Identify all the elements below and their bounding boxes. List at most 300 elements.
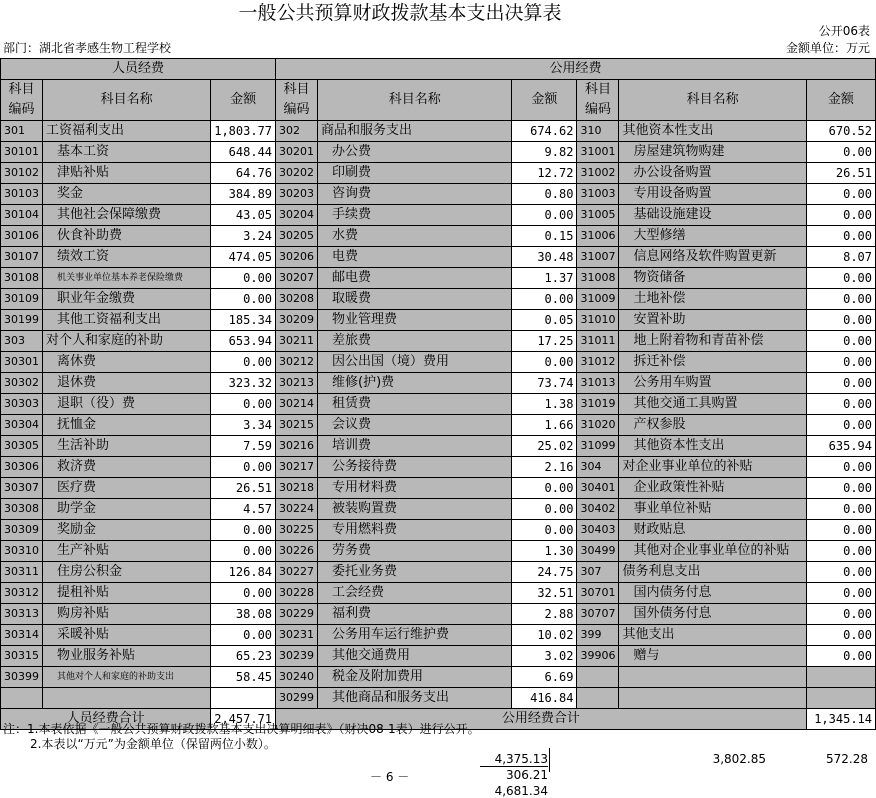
name-header: 科目名称 [619, 80, 806, 121]
personnel-amount-cell: 65.23 [211, 646, 276, 667]
capital-code-cell: 307 [577, 562, 619, 583]
goods-name-cell: 其他交通费用 [318, 646, 512, 667]
capital-code-cell: 31002 [577, 163, 619, 184]
capital-amount-cell: 0.00 [806, 520, 875, 541]
capital-name-cell: 公务用车购置 [619, 373, 806, 394]
goods-code-cell: 30214 [276, 394, 318, 415]
goods-amount-cell: 32.51 [512, 583, 577, 604]
goods-code-cell: 30209 [276, 310, 318, 331]
table-row [1, 415, 876, 436]
table-row [1, 478, 876, 499]
personnel-amount-cell: 4.57 [211, 499, 276, 520]
capital-amount-cell [806, 667, 875, 688]
capital-amount-cell: 0.00 [806, 562, 875, 583]
goods-name-cell: 因公出国（境）费用 [318, 352, 512, 373]
goods-code-cell: 30206 [276, 247, 318, 268]
amount-header: 金额 [806, 80, 875, 121]
table-row [1, 499, 876, 520]
personnel-amount-cell: 43.05 [211, 205, 276, 226]
capital-code-cell: 31020 [577, 415, 619, 436]
table-body [1, 121, 876, 709]
personnel-amount-cell: 648.44 [211, 142, 276, 163]
extra-value-5: 4,681.34 [494, 784, 548, 798]
personnel-name-cell: 其他对个人和家庭的补助支出 [43, 667, 211, 688]
goods-code-cell: 30229 [276, 604, 318, 625]
goods-name-cell: 工会经费 [318, 583, 512, 604]
goods-amount-cell: 9.82 [512, 142, 577, 163]
capital-name-cell: 其他资本性支出 [619, 436, 806, 457]
table-row [1, 688, 876, 709]
personnel-code-cell: 30106 [1, 226, 43, 247]
capital-name-cell: 物资储备 [619, 268, 806, 289]
goods-code-cell: 30224 [276, 499, 318, 520]
personnel-name-cell: 对个人和家庭的补助 [43, 331, 211, 352]
extra-value-1: 4,375.13 [480, 752, 548, 767]
personnel-name-cell: 奖励金 [43, 520, 211, 541]
capital-amount-cell: 635.94 [806, 436, 875, 457]
personnel-name-cell: 采暖补贴 [43, 625, 211, 646]
goods-amount-cell: 3.02 [512, 646, 577, 667]
capital-amount-cell: 670.52 [806, 121, 875, 142]
goods-name-cell: 商品和服务支出 [318, 121, 512, 142]
capital-amount-cell: 0.00 [806, 268, 875, 289]
goods-code-cell: 30204 [276, 205, 318, 226]
personnel-name-cell: 基本工资 [43, 142, 211, 163]
capital-amount-cell: 0.00 [806, 499, 875, 520]
personnel-code-cell: 303 [1, 331, 43, 352]
capital-amount-cell: 0.00 [806, 310, 875, 331]
personnel-total-value: 2,457.71 [211, 709, 276, 730]
table-row [1, 121, 876, 142]
capital-code-cell: 30401 [577, 478, 619, 499]
goods-name-cell: 租赁费 [318, 394, 512, 415]
personnel-name-cell: 工资福利支出 [43, 121, 211, 142]
personnel-amount-cell: 0.00 [211, 268, 276, 289]
personnel-amount-cell: 3.24 [211, 226, 276, 247]
goods-amount-cell: 1.66 [512, 415, 577, 436]
table-row [1, 667, 876, 688]
personnel-code-cell: 30103 [1, 184, 43, 205]
goods-name-cell: 物业管理费 [318, 310, 512, 331]
personnel-amount-cell: 0.00 [211, 352, 276, 373]
table-row [1, 163, 876, 184]
capital-amount-cell: 0.00 [806, 289, 875, 310]
goods-amount-cell: 30.48 [512, 247, 577, 268]
table-row [1, 247, 876, 268]
capital-amount-cell: 0.00 [806, 541, 875, 562]
capital-name-cell: 债务利息支出 [619, 562, 806, 583]
page-title: 一般公共预算财政拨款基本支出决算表 [238, 2, 562, 24]
goods-code-cell: 30240 [276, 667, 318, 688]
code-header: 科目 编码 [276, 80, 318, 121]
capital-amount-cell [806, 688, 875, 709]
capital-code-cell: 39906 [577, 646, 619, 667]
personnel-name-cell: 购房补贴 [43, 604, 211, 625]
goods-name-cell: 专用材料费 [318, 478, 512, 499]
capital-name-cell: 其他资本性支出 [619, 121, 806, 142]
capital-amount-cell: 0.00 [806, 226, 875, 247]
personnel-name-cell: 其他工资福利支出 [43, 310, 211, 331]
personnel-code-cell: 30309 [1, 520, 43, 541]
capital-amount-cell: 0.00 [806, 331, 875, 352]
capital-name-cell: 产权参股 [619, 415, 806, 436]
extra-value-4: 306.21 [506, 768, 548, 782]
personnel-name-cell: 其他社会保障缴费 [43, 205, 211, 226]
capital-code-cell: 30403 [577, 520, 619, 541]
personnel-name-cell: 职业年金缴费 [43, 289, 211, 310]
table-row [1, 226, 876, 247]
capital-amount-cell: 0.00 [806, 625, 875, 646]
capital-name-cell: 土地补偿 [619, 289, 806, 310]
personnel-name-cell: 助学金 [43, 499, 211, 520]
goods-amount-cell: 1.30 [512, 541, 577, 562]
capital-amount-cell: 8.07 [806, 247, 875, 268]
goods-code-cell: 30207 [276, 268, 318, 289]
capital-code-cell [577, 667, 619, 688]
capital-name-cell: 其他支出 [619, 625, 806, 646]
personnel-amount-cell: 185.34 [211, 310, 276, 331]
capital-amount-cell: 0.00 [806, 457, 875, 478]
table-row [1, 520, 876, 541]
personnel-amount-cell: 0.00 [211, 457, 276, 478]
table-row [1, 310, 876, 331]
capital-code-cell: 31008 [577, 268, 619, 289]
form-number: 公开06表 [818, 24, 870, 38]
capital-name-cell: 国内债务付息 [619, 583, 806, 604]
table-row [1, 625, 876, 646]
code-header: 科目 编码 [1, 80, 43, 121]
personnel-code-cell: 30303 [1, 394, 43, 415]
goods-amount-cell: 2.16 [512, 457, 577, 478]
goods-amount-cell: 0.00 [512, 352, 577, 373]
capital-name-cell: 专用设备购置 [619, 184, 806, 205]
goods-amount-cell: 25.02 [512, 436, 577, 457]
capital-name-cell: 财政贴息 [619, 520, 806, 541]
table-row [1, 184, 876, 205]
goods-amount-cell: 0.00 [512, 499, 577, 520]
department-label: 部门：湖北省孝感生物工程学校 [3, 41, 172, 55]
capital-name-cell: 安置补助 [619, 310, 806, 331]
personnel-code-cell: 30315 [1, 646, 43, 667]
goods-code-cell: 30228 [276, 583, 318, 604]
capital-amount-cell: 26.51 [806, 163, 875, 184]
page-number: － 6 － [370, 770, 410, 784]
capital-name-cell: 事业单位补贴 [619, 499, 806, 520]
capital-code-cell [577, 688, 619, 709]
goods-code-cell: 30299 [276, 688, 318, 709]
goods-name-cell: 差旅费 [318, 331, 512, 352]
capital-name-cell: 赠与 [619, 646, 806, 667]
personnel-amount-cell: 3.34 [211, 415, 276, 436]
capital-code-cell: 31099 [577, 436, 619, 457]
personnel-amount-cell: 0.00 [211, 625, 276, 646]
capital-name-cell: 地上附着物和青苗补偿 [619, 331, 806, 352]
goods-code-cell: 302 [276, 121, 318, 142]
goods-name-cell: 电费 [318, 247, 512, 268]
capital-code-cell: 31006 [577, 226, 619, 247]
capital-name-cell: 信息网络及软件购置更新 [619, 247, 806, 268]
personnel-amount-cell: 0.00 [211, 583, 276, 604]
personnel-name-cell: 住房公积金 [43, 562, 211, 583]
personnel-name-cell: 物业服务补贴 [43, 646, 211, 667]
code-header: 科目 编码 [577, 80, 619, 121]
goods-code-cell: 30227 [276, 562, 318, 583]
personnel-code-cell [1, 688, 43, 709]
goods-amount-cell: 0.00 [512, 205, 577, 226]
personnel-name-cell: 绩效工资 [43, 247, 211, 268]
goods-amount-cell: 0.00 [512, 478, 577, 499]
capital-name-cell: 其他对企业事业单位的补贴 [619, 541, 806, 562]
public-total-label: 公用经费合计 [276, 709, 807, 730]
personnel-name-cell: 退职（役）费 [43, 394, 211, 415]
personnel-name-cell: 伙食补助费 [43, 226, 211, 247]
goods-code-cell: 30216 [276, 436, 318, 457]
personnel-amount-cell: 0.00 [211, 541, 276, 562]
goods-name-cell: 印刷费 [318, 163, 512, 184]
goods-name-cell: 福利费 [318, 604, 512, 625]
goods-amount-cell: 0.05 [512, 310, 577, 331]
capital-name-cell: 对企业事业单位的补贴 [619, 457, 806, 478]
goods-code-cell: 30201 [276, 142, 318, 163]
personnel-amount-cell: 7.59 [211, 436, 276, 457]
goods-amount-cell: 12.72 [512, 163, 577, 184]
goods-name-cell: 邮电费 [318, 268, 512, 289]
amount-header: 金额 [512, 80, 577, 121]
personnel-name-cell: 提租补贴 [43, 583, 211, 604]
capital-code-cell: 31010 [577, 310, 619, 331]
goods-amount-cell: 1.38 [512, 394, 577, 415]
capital-amount-cell: 0.00 [806, 205, 875, 226]
capital-name-cell [619, 688, 806, 709]
capital-name-cell: 国外债务付息 [619, 604, 806, 625]
goods-code-cell: 30211 [276, 331, 318, 352]
personnel-amount-cell: 474.05 [211, 247, 276, 268]
personnel-amount-cell: 1,803.77 [211, 121, 276, 142]
extra-value-2: 3,802.85 [712, 752, 766, 766]
personnel-amount-cell: 384.89 [211, 184, 276, 205]
personnel-amount-cell: 653.94 [211, 331, 276, 352]
goods-name-cell: 取暖费 [318, 289, 512, 310]
goods-name-cell: 专用燃料费 [318, 520, 512, 541]
capital-amount-cell: 0.00 [806, 604, 875, 625]
personnel-amount-cell: 0.00 [211, 289, 276, 310]
goods-name-cell: 咨询费 [318, 184, 512, 205]
personnel-name-cell: 生产补贴 [43, 541, 211, 562]
personnel-code-cell: 30308 [1, 499, 43, 520]
capital-code-cell: 30707 [577, 604, 619, 625]
personnel-code-cell: 30109 [1, 289, 43, 310]
goods-name-cell: 劳务费 [318, 541, 512, 562]
table-row [1, 457, 876, 478]
personnel-code-cell: 30108 [1, 268, 43, 289]
capital-amount-cell: 0.00 [806, 415, 875, 436]
personnel-code-cell: 301 [1, 121, 43, 142]
personnel-code-cell: 30313 [1, 604, 43, 625]
capital-name-cell: 办公设备购置 [619, 163, 806, 184]
goods-name-cell: 办公费 [318, 142, 512, 163]
public-total-value: 1,345.14 [806, 709, 875, 730]
goods-code-cell: 30212 [276, 352, 318, 373]
personnel-code-cell: 30102 [1, 163, 43, 184]
expenditure-table [0, 58, 876, 730]
capital-code-cell: 31007 [577, 247, 619, 268]
public-section-header: 公用经费 [276, 59, 876, 80]
personnel-name-cell: 机关事业单位基本养老保险缴费 [43, 268, 211, 289]
personnel-amount-cell: 38.08 [211, 604, 276, 625]
personnel-name-cell: 奖金 [43, 184, 211, 205]
capital-name-cell [619, 667, 806, 688]
table-row [1, 541, 876, 562]
table-row [1, 604, 876, 625]
personnel-name-cell: 生活补助 [43, 436, 211, 457]
goods-amount-cell: 2.88 [512, 604, 577, 625]
personnel-code-cell: 30304 [1, 415, 43, 436]
capital-code-cell: 31011 [577, 331, 619, 352]
table-row [1, 205, 876, 226]
goods-amount-cell: 1.37 [512, 268, 577, 289]
personnel-section-header: 人员经费 [1, 59, 276, 80]
table-row [1, 142, 876, 163]
goods-name-cell: 其他商品和服务支出 [318, 688, 512, 709]
goods-name-cell: 维修(护)费 [318, 373, 512, 394]
goods-name-cell: 公务用车运行维护费 [318, 625, 512, 646]
goods-amount-cell: 0.80 [512, 184, 577, 205]
personnel-code-cell: 30305 [1, 436, 43, 457]
capital-amount-cell: 0.00 [806, 142, 875, 163]
goods-amount-cell: 0.15 [512, 226, 577, 247]
goods-name-cell: 被装购置费 [318, 499, 512, 520]
personnel-amount-cell: 64.76 [211, 163, 276, 184]
personnel-amount-cell: 58.45 [211, 667, 276, 688]
personnel-code-cell: 30104 [1, 205, 43, 226]
capital-amount-cell: 0.00 [806, 478, 875, 499]
name-header: 科目名称 [318, 80, 512, 121]
personnel-code-cell: 30310 [1, 541, 43, 562]
goods-name-cell: 公务接待费 [318, 457, 512, 478]
table-row [1, 373, 876, 394]
capital-code-cell: 31013 [577, 373, 619, 394]
table-row [1, 331, 876, 352]
personnel-code-cell: 30312 [1, 583, 43, 604]
capital-code-cell: 310 [577, 121, 619, 142]
personnel-code-cell: 30314 [1, 625, 43, 646]
personnel-code-cell: 30399 [1, 667, 43, 688]
personnel-code-cell: 30101 [1, 142, 43, 163]
extra-value-3: 572.28 [826, 752, 868, 766]
table-row [1, 646, 876, 667]
goods-code-cell: 30208 [276, 289, 318, 310]
capital-amount-cell: 0.00 [806, 184, 875, 205]
goods-amount-cell: 73.74 [512, 373, 577, 394]
goods-code-cell: 30231 [276, 625, 318, 646]
amount-header: 金额 [211, 80, 276, 121]
capital-code-cell: 30499 [577, 541, 619, 562]
capital-code-cell: 31019 [577, 394, 619, 415]
capital-amount-cell: 0.00 [806, 583, 875, 604]
personnel-amount-cell: 26.51 [211, 478, 276, 499]
goods-code-cell: 30215 [276, 415, 318, 436]
goods-name-cell: 委托业务费 [318, 562, 512, 583]
unit-label: 金额单位：万元 [785, 41, 870, 55]
personnel-code-cell: 30302 [1, 373, 43, 394]
table-row [1, 352, 876, 373]
goods-amount-cell: 0.00 [512, 289, 577, 310]
table-row [1, 562, 876, 583]
capital-code-cell: 31009 [577, 289, 619, 310]
personnel-amount-cell: 323.32 [211, 373, 276, 394]
personnel-name-cell: 离休费 [43, 352, 211, 373]
capital-code-cell: 31003 [577, 184, 619, 205]
goods-amount-cell: 674.62 [512, 121, 577, 142]
capital-name-cell: 基础设施建设 [619, 205, 806, 226]
personnel-name-cell [43, 688, 211, 709]
capital-name-cell: 其他交通工具购置 [619, 394, 806, 415]
goods-code-cell: 30218 [276, 478, 318, 499]
goods-amount-cell: 24.75 [512, 562, 577, 583]
capital-code-cell: 304 [577, 457, 619, 478]
capital-code-cell: 31001 [577, 142, 619, 163]
capital-name-cell: 大型修缮 [619, 226, 806, 247]
personnel-code-cell: 30311 [1, 562, 43, 583]
note-1: 注：1.本表依据《一般公共预算财政拨款基本支出决算明细表》（财决08-1表）进行公开。 [3, 722, 480, 736]
goods-code-cell: 30225 [276, 520, 318, 541]
personnel-code-cell: 30199 [1, 310, 43, 331]
personnel-name-cell: 津贴补贴 [43, 163, 211, 184]
goods-name-cell: 税金及附加费用 [318, 667, 512, 688]
goods-code-cell: 30205 [276, 226, 318, 247]
capital-code-cell: 30402 [577, 499, 619, 520]
note-2: 2.本表以“万元”为金额单位（保留两位小数）。 [30, 737, 276, 751]
table-row [1, 268, 876, 289]
personnel-name-cell: 医疗费 [43, 478, 211, 499]
goods-amount-cell: 6.69 [512, 667, 577, 688]
table-row [1, 436, 876, 457]
capital-amount-cell: 0.00 [806, 352, 875, 373]
personnel-amount-cell: 126.84 [211, 562, 276, 583]
capital-code-cell: 31012 [577, 352, 619, 373]
goods-code-cell: 30213 [276, 373, 318, 394]
personnel-name-cell: 抚恤金 [43, 415, 211, 436]
capital-code-cell: 31005 [577, 205, 619, 226]
personnel-code-cell: 30107 [1, 247, 43, 268]
goods-code-cell: 30226 [276, 541, 318, 562]
goods-name-cell: 培训费 [318, 436, 512, 457]
personnel-code-cell: 30301 [1, 352, 43, 373]
goods-code-cell: 30239 [276, 646, 318, 667]
goods-amount-cell: 0.00 [512, 520, 577, 541]
personnel-code-cell: 30307 [1, 478, 43, 499]
personnel-amount-cell: 0.00 [211, 394, 276, 415]
capital-name-cell: 房屋建筑物购建 [619, 142, 806, 163]
capital-name-cell: 拆迁补偿 [619, 352, 806, 373]
table-row [1, 394, 876, 415]
goods-code-cell: 30202 [276, 163, 318, 184]
goods-name-cell: 会议费 [318, 415, 512, 436]
personnel-amount-cell: 0.00 [211, 520, 276, 541]
capital-amount-cell: 0.00 [806, 394, 875, 415]
name-header: 科目名称 [43, 80, 211, 121]
column-divider [549, 748, 550, 772]
capital-amount-cell: 0.00 [806, 646, 875, 667]
table-row [1, 583, 876, 604]
capital-code-cell: 399 [577, 625, 619, 646]
goods-code-cell: 30217 [276, 457, 318, 478]
personnel-total-label: 人员经费合计 [1, 709, 211, 730]
capital-amount-cell: 0.00 [806, 373, 875, 394]
goods-name-cell: 水费 [318, 226, 512, 247]
personnel-name-cell: 救济费 [43, 457, 211, 478]
goods-amount-cell: 17.25 [512, 331, 577, 352]
